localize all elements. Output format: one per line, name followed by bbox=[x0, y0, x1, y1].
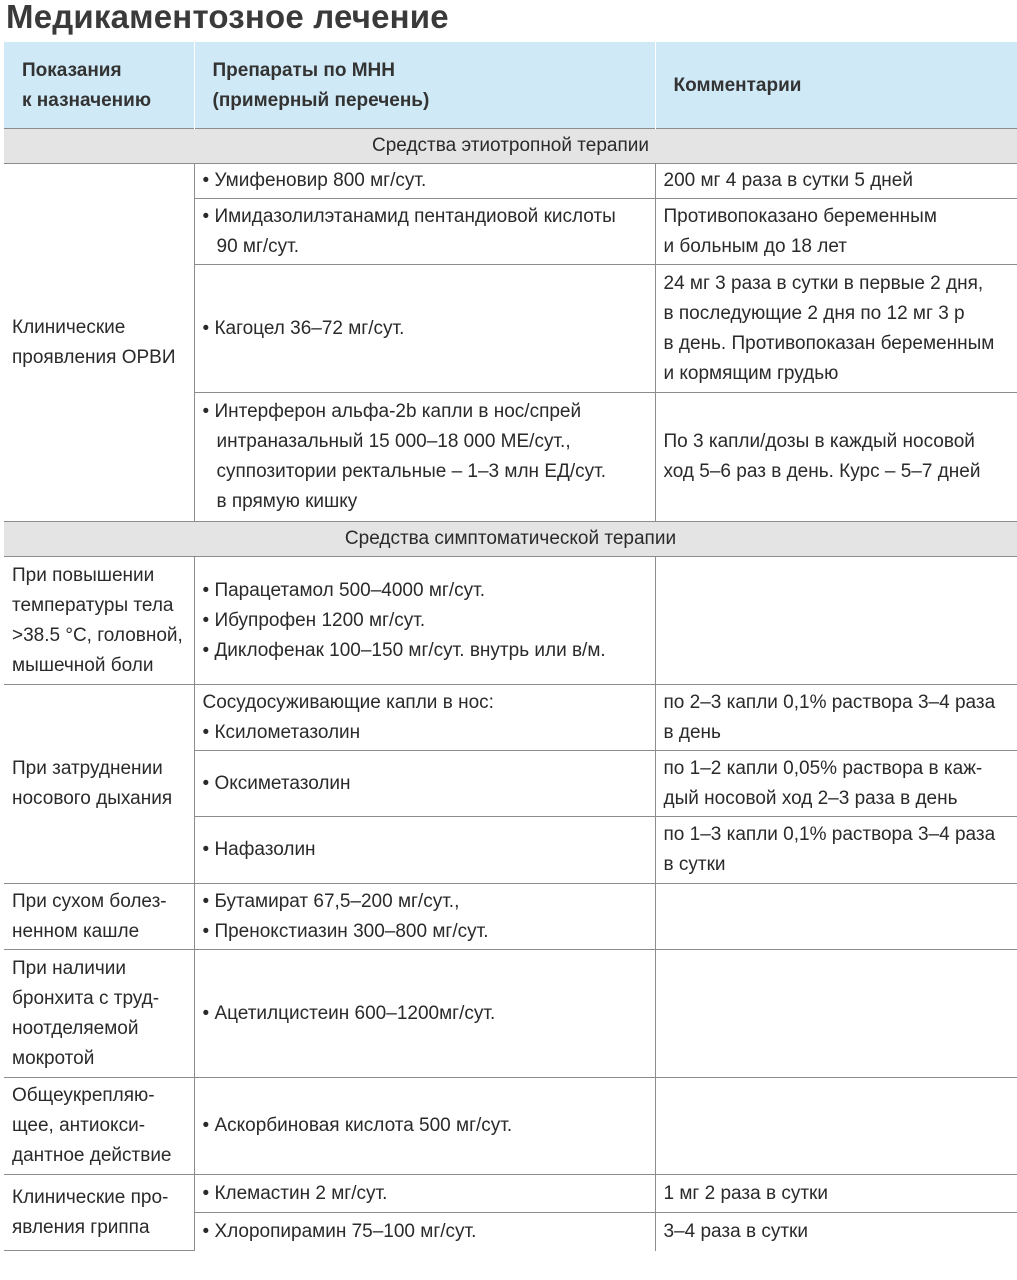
drug-cell: • Нафазолин bbox=[194, 817, 655, 884]
indication-cell: Общеукрепляю- щее, антиокси- дантное действие bbox=[4, 1078, 194, 1175]
drug-cell: • Клемастин 2 мг/сут. bbox=[194, 1175, 655, 1213]
drug-cell: • Имидазолилэтанамид пентандиовой кислоты 90 мг/сут. bbox=[194, 199, 655, 265]
drug-cell: • Хлоропирамин 75–100 мг/сут. bbox=[194, 1213, 655, 1251]
comment-cell: 3–4 раза в сутки bbox=[655, 1213, 1017, 1251]
comment-cell bbox=[655, 950, 1017, 1078]
header-drugs: Препараты по МНН (примерный перечень) bbox=[194, 42, 655, 129]
section-etiotropic: Средства этиотропной терапии bbox=[4, 129, 1017, 164]
treatment-table bbox=[4, 42, 1017, 1251]
comment-cell bbox=[655, 557, 1017, 685]
table-row bbox=[4, 1078, 1017, 1175]
header-indications: Показания к назначению bbox=[4, 42, 194, 129]
indication-cell: При повышении температуры тела >38.5 °C, головной, мышечной боли bbox=[4, 557, 194, 685]
drug-cell: • Интерферон альфа-2b капли в нос/спрей интраназальный 15 000–18 000 МЕ/сут., суппозитории ректальные – 1–3 млн ЕД/сут. в прямую кишку bbox=[194, 393, 655, 522]
indication-cell: Клинические про- явления гриппа bbox=[4, 1175, 194, 1251]
indication-cell: Клинические проявления ОРВИ bbox=[4, 164, 194, 522]
drug-cell: Сосудосуживающие капли в нос: • Ксилометазолин bbox=[194, 685, 655, 751]
table-row bbox=[4, 557, 1017, 685]
comment-cell: 1 мг 2 раза в сутки bbox=[655, 1175, 1017, 1213]
table-row bbox=[4, 164, 1017, 199]
section-symptomatic: Средства симптоматической терапии bbox=[4, 522, 1017, 557]
comment-cell: 24 мг 3 раза в сутки в первые 2 дня, в последующие 2 дня по 12 мг 3 р в день. Противопоказан беременным и кормящим грудью bbox=[655, 265, 1017, 393]
comment-cell: По 3 капли/дозы в каждый носовой ход 5–6 раз в день. Курс – 5–7 дней bbox=[655, 393, 1017, 522]
comment-cell bbox=[655, 884, 1017, 950]
header-comments: Комментарии bbox=[655, 42, 1017, 129]
drug-cell: • Бутамират 67,5–200 мг/сут., • Пренокстиазин 300–800 мг/сут. bbox=[194, 884, 655, 950]
table-row bbox=[4, 1175, 1017, 1213]
indication-cell: При наличии бронхита с труд- ноотделяемой мокротой bbox=[4, 950, 194, 1078]
drug-cell: • Парацетамол 500–4000 мг/сут. • Ибупрофен 1200 мг/сут. • Диклофенак 100–150 мг/сут. внутрь или в/м. bbox=[194, 557, 655, 685]
drug-cell: • Аскорбиновая кислота 500 мг/сут. bbox=[194, 1078, 655, 1175]
comment-cell bbox=[655, 1078, 1017, 1175]
comment-cell: по 1–3 капли 0,1% раствора 3–4 раза в сутки bbox=[655, 817, 1017, 884]
table-row bbox=[4, 884, 1017, 950]
drug-cell: • Кагоцел 36–72 мг/сут. bbox=[194, 265, 655, 393]
comment-cell: по 2–3 капли 0,1% раствора 3–4 раза в день bbox=[655, 685, 1017, 751]
indication-cell: При затруднении носового дыхания bbox=[4, 685, 194, 884]
table-header-row bbox=[4, 42, 1017, 129]
drug-cell: • Ацетилцистеин 600–1200мг/сут. bbox=[194, 950, 655, 1078]
drug-cell: • Умифеновир 800 мг/сут. bbox=[194, 164, 655, 199]
table-row bbox=[4, 950, 1017, 1078]
page-title: Медикаментозное лечение bbox=[6, 0, 449, 35]
comment-cell: по 1–2 капли 0,05% раствора в каж- дый носовой ход 2–3 раза в день bbox=[655, 751, 1017, 817]
comment-cell: 200 мг 4 раза в сутки 5 дней bbox=[655, 164, 1017, 199]
comment-cell: Противопоказано беременным и больным до 18 лет bbox=[655, 199, 1017, 265]
table-row bbox=[4, 685, 1017, 751]
drug-cell: • Оксиметазолин bbox=[194, 751, 655, 817]
section-row bbox=[4, 129, 1017, 164]
indication-cell: При сухом болез- ненном кашле bbox=[4, 884, 194, 950]
section-row bbox=[4, 522, 1017, 557]
